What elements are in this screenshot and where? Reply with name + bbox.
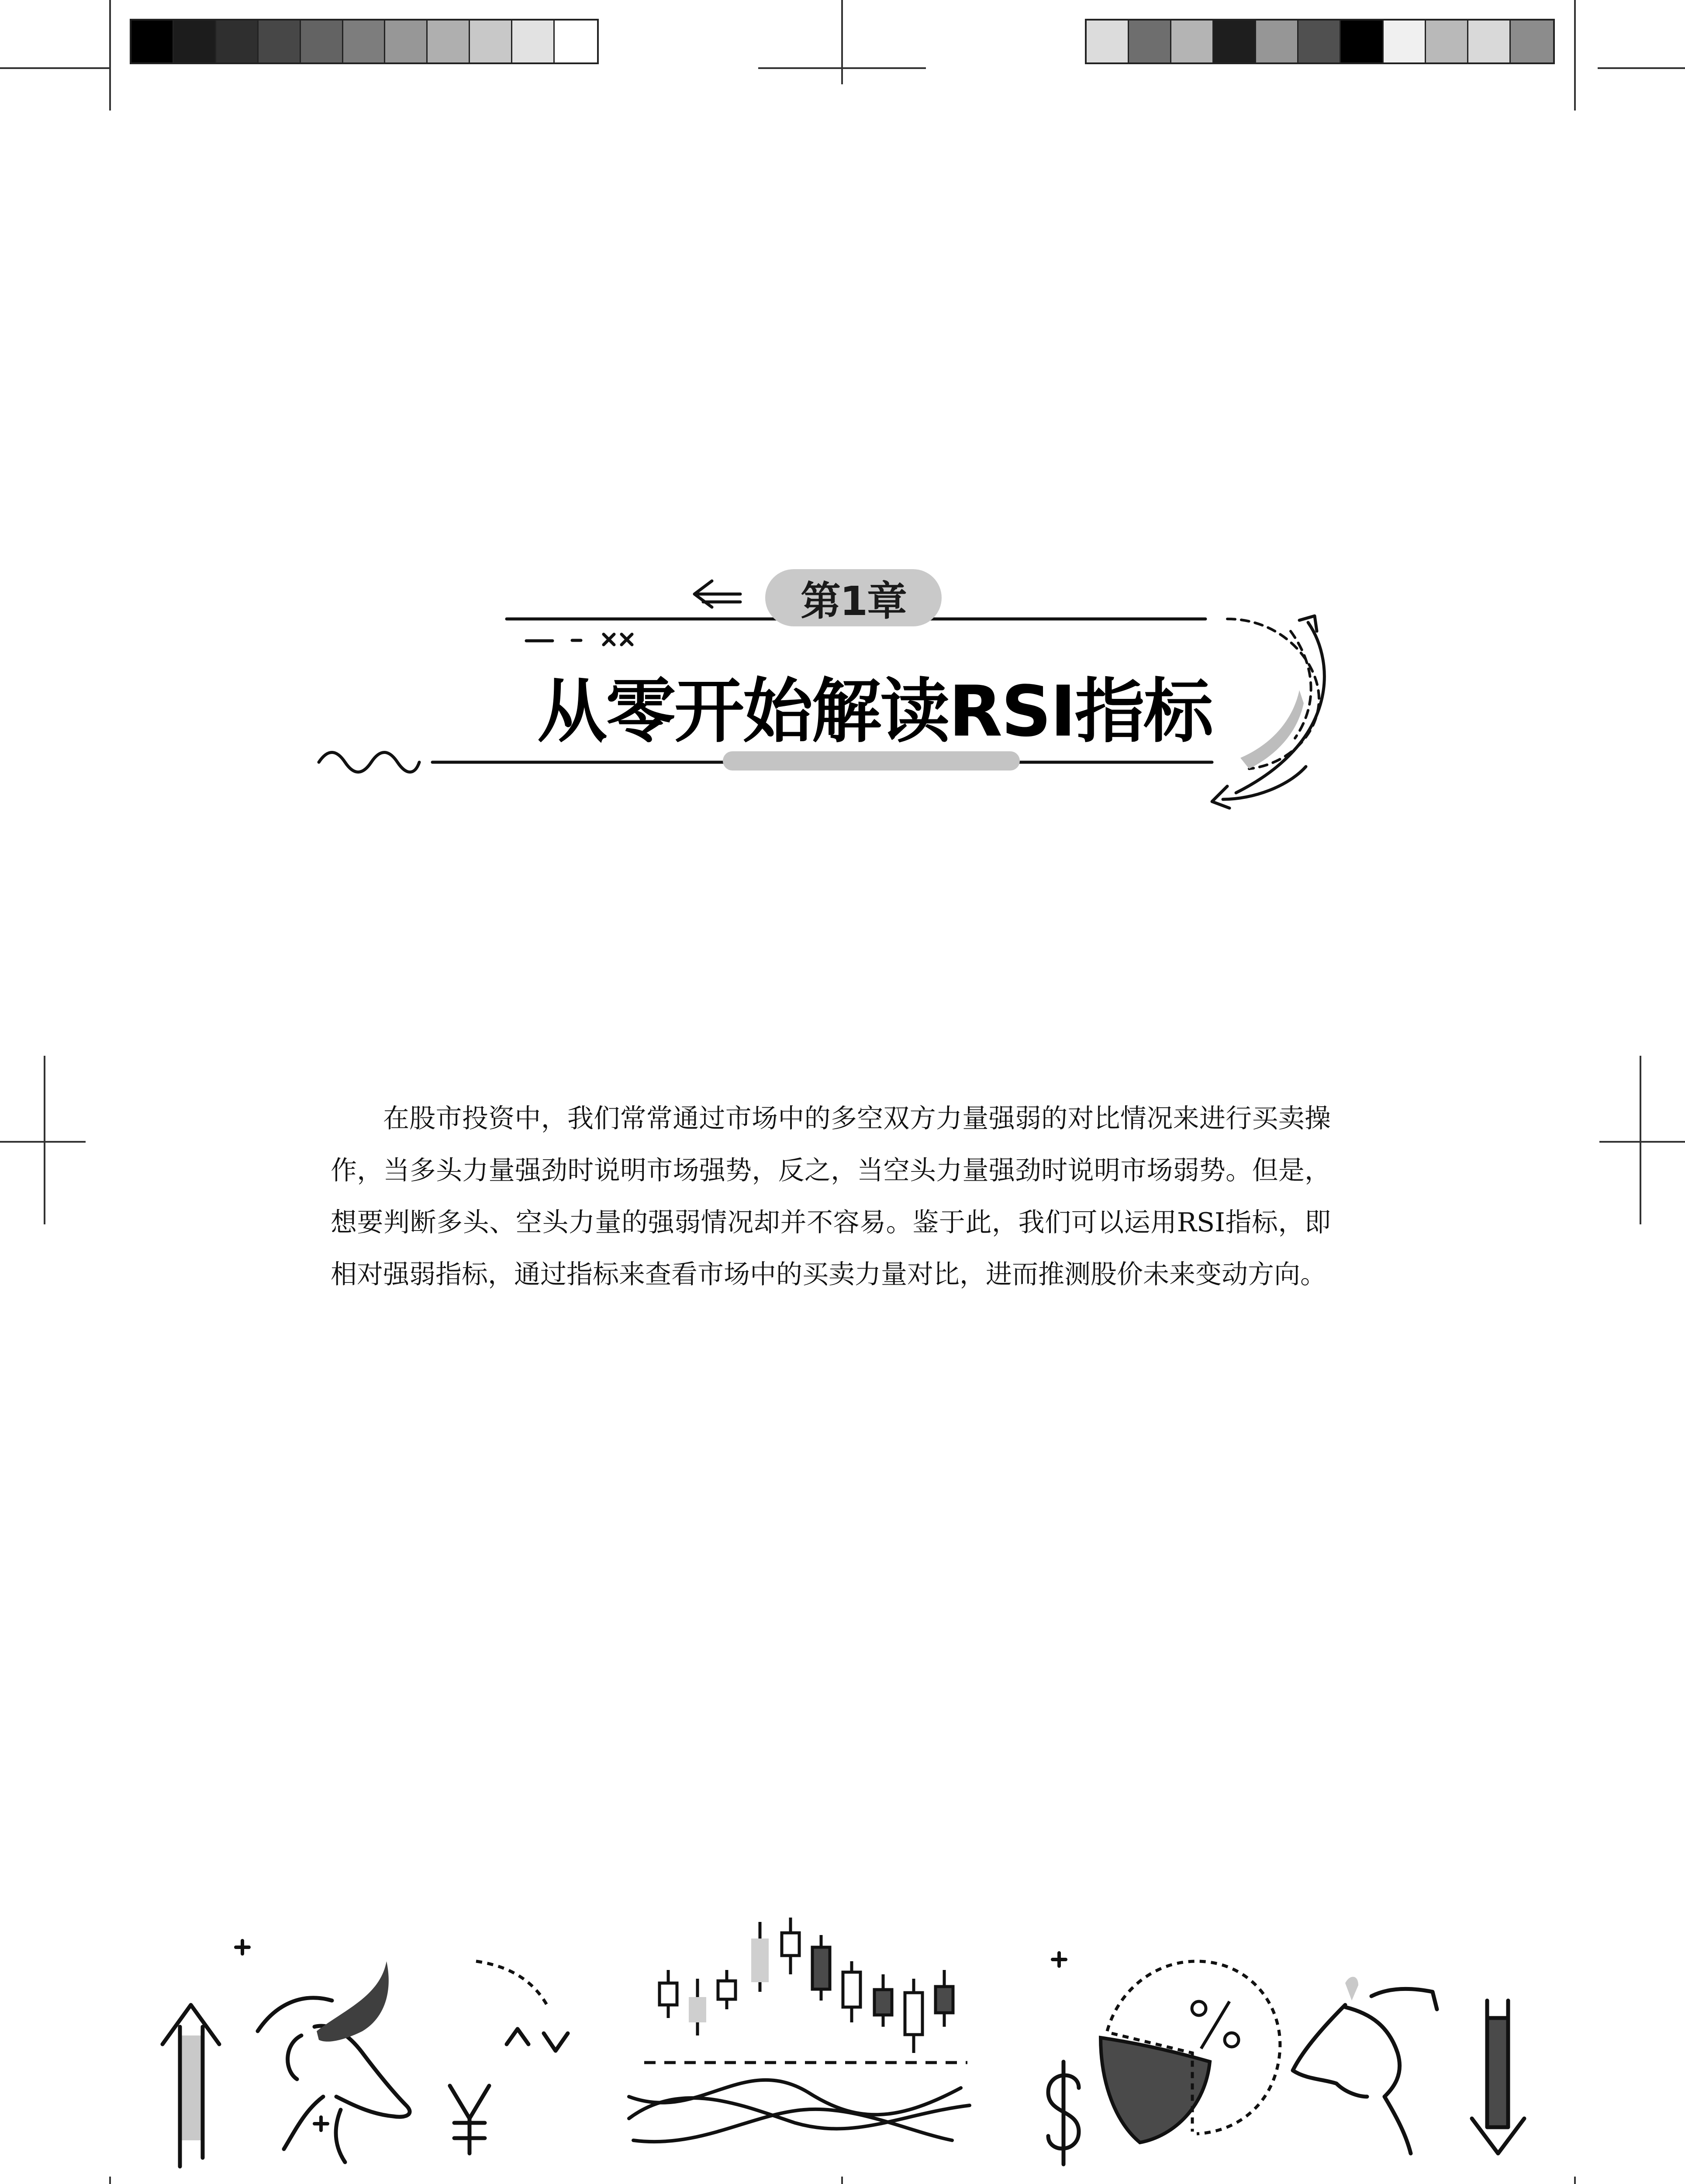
intro-paragraph: 在股市投资中，我们常常通过市场中的多空双方力量强弱的对比情况来进行买卖操作，当多头力量强劲时说明市场强势，反之，当空头力量强劲时说明市场弱势。但是，想要判断多头、空头力量的强弱情况却并不容易。鉴于此，我们可以运用RSI指标，即相对强弱指标，通过指标来查看市场中的买卖力量对比，进而推测股价未来变动方向。: [331, 1103, 1331, 1290]
chapter-number: 第1章: [800, 577, 906, 625]
yen-icon: [450, 2029, 568, 2153]
pie-chart-icon: [1101, 1961, 1280, 2143]
bull-icon-right: [1293, 1989, 1437, 2153]
up-arrow-icon: [162, 2005, 219, 2167]
down-arrow-icon: [1472, 2001, 1524, 2153]
dollar-icon: [1048, 2062, 1079, 2164]
wave-lines-icon: [629, 2080, 970, 2142]
candlestick-chart-icon: [659, 1918, 953, 2053]
chapter-title: 从零开始解读RSI指标: [537, 670, 1212, 752]
